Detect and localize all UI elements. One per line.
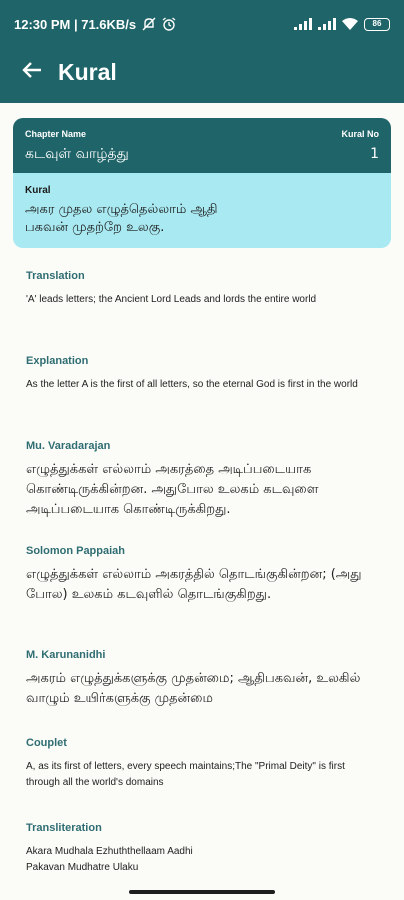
section-body: As the letter A is the first of all letters, so the eternal God is first in the world <box>26 379 358 390</box>
kural-line-1: அகர முதல எழுத்தெல்லாம் ஆதி <box>25 202 218 217</box>
page-title: Kural <box>58 58 117 85</box>
transliteration-line-2: Pakavan Mudhatre Ulaku <box>26 862 139 873</box>
section-title: Explanation <box>26 355 89 367</box>
transliteration-line-1: Akara Mudhala Ezhuththellaam Aadhi <box>26 846 193 857</box>
battery-icon <box>364 18 390 31</box>
kural-card-header <box>13 118 391 173</box>
back-arrow-icon <box>22 61 42 83</box>
wifi-icon <box>342 18 358 30</box>
kural-card <box>13 118 391 248</box>
section-body: A, as its first of letters, every speech maintains;The "Primal Deity" is first through all the world's domains <box>26 761 345 788</box>
signal-icon <box>318 18 336 30</box>
section-title: Transliteration <box>26 822 102 834</box>
translation-section <box>26 270 376 308</box>
section-title: Mu. Varadarajan <box>26 440 111 452</box>
kural-no-value: 1 <box>370 146 379 162</box>
kural-text <box>25 201 375 237</box>
kural-card-body <box>13 173 391 248</box>
toolbar <box>0 48 404 96</box>
kural-label: Kural <box>25 185 51 196</box>
section-body <box>26 844 376 876</box>
alarm-icon <box>162 17 176 31</box>
back-button[interactable] <box>12 52 52 92</box>
section-body: 'A' leads letters; the Ancient Lord Leads and lords the entire world <box>26 294 317 305</box>
explanation-section <box>26 355 376 393</box>
chapter-name-value: கடவுள் வாழ்த்து <box>25 146 129 162</box>
section-body: எழுத்துக்கள் எல்லாம் அகரத்தில் தொடங்குகின்றன; (அது போல) உலகம் கடவுளில் தொடங்குகிறது. <box>26 567 362 602</box>
status-time: 12:30 PM | 71.6KB/s <box>14 16 137 32</box>
section-body: எழுத்துக்கள் எல்லாம் அகரத்தை அடிப்படையாக கொண்டிருக்கின்றன. அதுபோல உலகம் கடவுளை அடிப்படையாக கொண்டிருக்கிறது. <box>26 462 319 517</box>
chapter-name-label: Chapter Name <box>25 129 87 139</box>
app-bar <box>0 0 404 103</box>
signal-icon <box>294 18 312 30</box>
battery-level: 86 <box>372 18 382 28</box>
section-title: M. Karunanidhi <box>26 649 106 661</box>
section-title: Translation <box>26 270 85 282</box>
home-indicator[interactable] <box>129 890 275 894</box>
section-body: அகரம் எழுத்துக்களுக்கு முதன்மை; ஆதிபகவன், உலகில் வாழும் உயிர்களுக்கு முதன்மை <box>26 671 361 706</box>
section-title: Couplet <box>26 737 67 749</box>
karunanidhi-section <box>26 649 376 709</box>
section-title: Solomon Pappaiah <box>26 545 126 557</box>
status-bar <box>14 12 390 36</box>
transliteration-section <box>26 822 376 876</box>
kural-line-2: பகவன் முதற்றே உலகு. <box>25 220 165 235</box>
varadarajan-section <box>26 440 376 520</box>
kural-no-label: Kural No <box>341 129 379 139</box>
couplet-section <box>26 737 376 791</box>
mute-icon <box>142 17 156 31</box>
pappaiah-section <box>26 545 376 605</box>
